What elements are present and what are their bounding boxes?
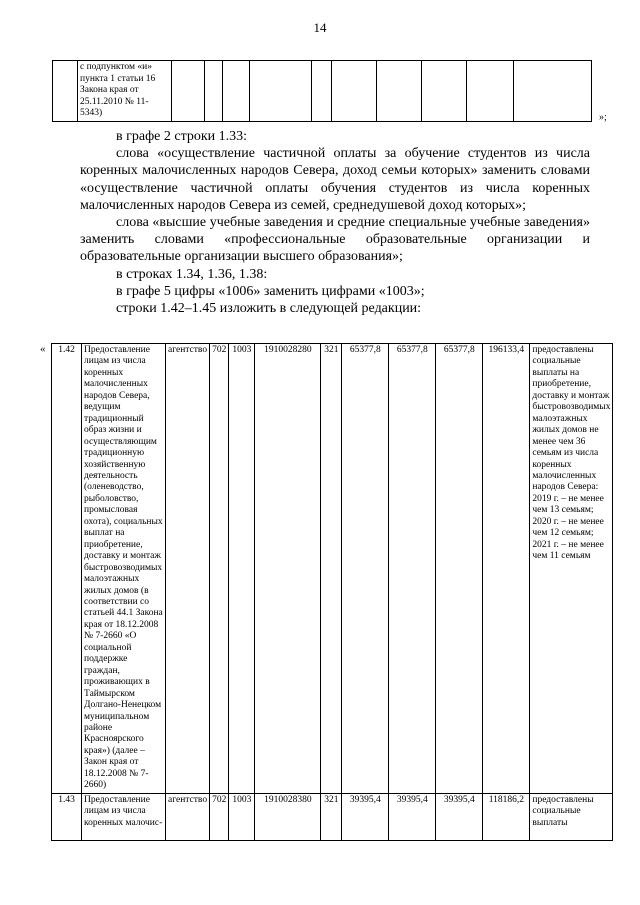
closing-quote: »; bbox=[599, 112, 607, 123]
row-number: 1.42 bbox=[52, 344, 82, 794]
amount-2019: 39395,4 bbox=[342, 793, 389, 840]
paragraph: слова «высшие учебные заведения и средние специальные учебные заведения» заменить словами «профессиональные образовательные организации и образовательные организации высшего образования»; bbox=[80, 215, 590, 265]
code-csr: 1910028380 bbox=[255, 793, 321, 840]
table-row bbox=[52, 793, 613, 840]
top-table-cell-text: с подпунктом «и» пункта 1 статьи 16 Закона края от 25.11.2010 № 11-5343) bbox=[78, 61, 172, 122]
code-grbs: 702 bbox=[210, 344, 229, 794]
code-csr: 1910028280 bbox=[255, 344, 321, 794]
code-grbs: 702 bbox=[210, 793, 229, 840]
measure-description: Предоставление лицам из числа коренных малочис- bbox=[82, 793, 166, 840]
paragraph: в строках 1.34, 1.36, 1.38: bbox=[116, 266, 268, 282]
row-number: 1.43 bbox=[52, 793, 82, 840]
amount-2021: 39395,4 bbox=[436, 793, 483, 840]
code-rzpr: 1003 bbox=[229, 793, 255, 840]
paragraph: в графе 2 строки 1.33: bbox=[116, 129, 248, 144]
amount-2020: 65377,8 bbox=[389, 344, 436, 794]
paragraph: строки 1.42–1.45 изложить в следующей редакции: bbox=[116, 301, 422, 317]
opening-quote: « bbox=[40, 343, 46, 355]
amount-total: 118186,2 bbox=[483, 793, 530, 840]
amount-2021: 65377,8 bbox=[436, 344, 483, 794]
amount-2020: 39395,4 bbox=[389, 793, 436, 840]
agency: агентство bbox=[166, 793, 210, 840]
agency: агентство bbox=[166, 344, 210, 794]
code-vr: 321 bbox=[321, 793, 342, 840]
code-rzpr: 1003 bbox=[229, 344, 255, 794]
paragraph: слова «осуществление частичной оплаты за обучение студентов из числа коренных малочисленных народов Севера, доход семьи которых» заменить словами «осуществление частичной оплаты обучения студентов из числа коренных малочисленных народов Севера из семей, среднедушевой доход которых»; bbox=[80, 146, 590, 213]
table-row bbox=[52, 344, 613, 794]
amount-2019: 65377,8 bbox=[342, 344, 389, 794]
amount-total: 196133,4 bbox=[483, 344, 530, 794]
page-number: 14 bbox=[313, 20, 327, 35]
expected-result: предоставлены социальные выплаты на приобретение, доставку и монтаж быстровозводимых малоэтажных жилых домов не менее чем 36 семьям из числа коренных малочисленных народов Севера: 2019 г. – не менее чем 13 семьям; 2020 г. – не менее чем 12 семьям; 2021 г. – не менее чем 11 семьям bbox=[530, 344, 613, 794]
amendment-text bbox=[80, 128, 590, 317]
top-table-fragment bbox=[52, 60, 592, 122]
program-measures-table bbox=[51, 343, 613, 841]
measure-description: Предоставление лицам из числа коренных малочисленных народов Севера, ведущим традиционный образ жизни и осуществляющим традиционную хозяйственную деятельность (оленеводство, рыболовство, промысловая охота), социальных выплат на приобретение, доставку и монтаж быстровозводимых малоэтажных жилых домов (в соответствии со статьей 44.1 Закона края от 18.12.2008 № 7-2660 «О социальной поддержке граждан, проживающих в Таймырском Долгано-Ненецком муниципальном районе Красноярского края») (далее – Закон края от 18.12.2008 № 7-2660) bbox=[82, 344, 166, 794]
expected-result: предоставлены социальные выплаты bbox=[530, 793, 613, 840]
code-vr: 321 bbox=[321, 344, 342, 794]
paragraph: в графе 5 цифры «1006» заменить цифрами «1003»; bbox=[116, 283, 425, 299]
